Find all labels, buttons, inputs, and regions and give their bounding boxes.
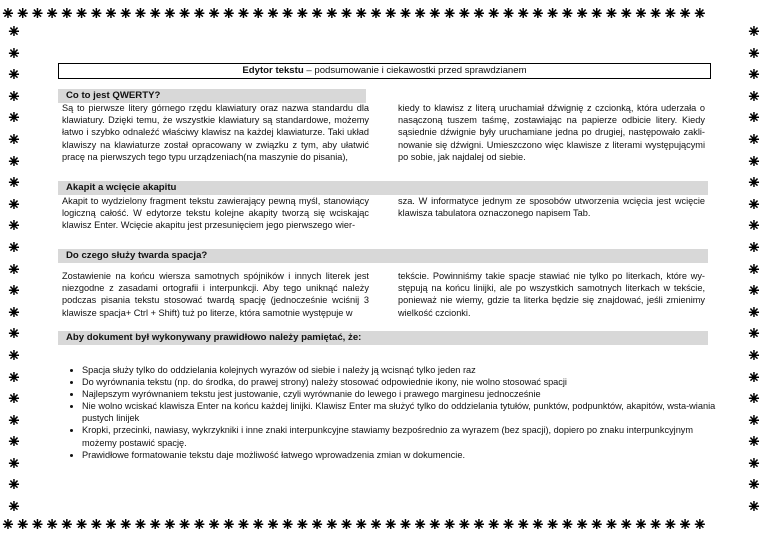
list-item: • Do wyrównania tekstu (np. do środka, do prawej strony) należy stosować odpowiednie ikony, nie wolno stosować spacji (82, 376, 722, 388)
section-akapit-left-text: Akapit to wydzielony fragment tekstu zawierający pewną myśl, stanowiący logiczną całość. W edytorze tekstu kolejne akapity tworzą się wciskając klawisz Enter. Wcięcie akapitu jest przesunięciem jego pierwszego wier- (62, 196, 369, 231)
section-qwerty-left-text: Są to pierwsze litery górnego rzędu klawiatury oraz nazwa standardu dla klawiatury. Dzięki temu, że wszystkie klawiatury są standardowe, możemy łatwo i szybko odnaleźć właściwy klawisz na każdej klawiaturze. Taki układ klawiszy na klawiaturze został opracowany w związku z tym, aby ułatwić pracę na pierwszych tego typu urządzeniach(na maszynie do pisania), (62, 103, 369, 162)
top-border: ⁕⁕⁕⁕⁕⁕⁕⁕⁕⁕⁕⁕⁕⁕⁕⁕⁕⁕⁕⁕⁕⁕⁕⁕⁕⁕⁕⁕⁕⁕⁕⁕⁕⁕⁕⁕⁕⁕⁕⁕⁕⁕⁕⁕⁕⁕⁕⁕ (0, 3, 707, 25)
document-title (58, 63, 711, 79)
section-qwerty-right-text: kiedy to klawisz z literą uruchamiał dźwignię z czcionką, która uderzała o nasączoną tuszem taśmę, zostawiając na papierze odbicie litery. Kiedy sąsiednie dźwignie były uruchamiane jedna po drugiej, następowało zakli-nowanie się dźwigni. Umieszczono więc klawisze z literami występującymi po sobie, jak najdalej od siebie. (398, 103, 705, 162)
title-rest: – podsumowanie i ciekawostki przed sprawdzianem (303, 65, 527, 76)
section-heading-label: Akapit a wcięcie akapitu (66, 182, 177, 193)
section-akapit-right-text: sza. W informatyce jednym ze sposobów utworzenia wcięcia jest wcięcie klawisza tabulatora oznaczonego napisem Tab. (398, 196, 705, 219)
rules-heading (58, 331, 708, 345)
right-border: ⁕ ⁕ ⁕ ⁕ ⁕ ⁕ ⁕ ⁕ ⁕ ⁕ ⁕ ⁕ ⁕ ⁕ ⁕ ⁕ ⁕ ⁕ ⁕ ⁕ ⁕ ⁕ ⁕ (746, 22, 762, 519)
title-bold: Edytor tekstu (242, 65, 304, 76)
bottom-border: ⁕⁕⁕⁕⁕⁕⁕⁕⁕⁕⁕⁕⁕⁕⁕⁕⁕⁕⁕⁕⁕⁕⁕⁕⁕⁕⁕⁕⁕⁕⁕⁕⁕⁕⁕⁕⁕⁕⁕⁕⁕⁕⁕⁕⁕⁕⁕⁕ (0, 514, 707, 536)
list-item: • Kropki, przecinki, nawiasy, wykrzykniki i inne znaki interpunkcyjne stawiamy bezpośrednio za wyrazem (bez spacji), dopiero po znaku interpunkcyjnym możemy postawić spację. (82, 424, 722, 448)
rules-heading-label: Aby dokument był wykonywany prawidłowo należy pamiętać, że: (66, 332, 362, 343)
section-heading-qwerty (58, 89, 366, 103)
list-item: • Najlepszym wyrównaniem tekstu jest justowanie, czyli wyrównanie do lewego i prawego marginesu jednocześnie (82, 388, 722, 400)
section-spacja-left-text: Zostawienie na końcu wiersza samotnych spójników i innych literek jest niezgodne z zasadami ortografii i interpunkcji. Aby tego uniknąć należy podczas pisania tekstu stosować twardą spację (jednocześnie wciśnij 3 klawisze spacja+ Ctrl + Shift) tuż po literze, która samotnie występuje w (62, 271, 369, 318)
section-heading-twarda-spacja (58, 249, 708, 263)
left-border: ⁕ ⁕ ⁕ ⁕ ⁕ ⁕ ⁕ ⁕ ⁕ ⁕ ⁕ ⁕ ⁕ ⁕ ⁕ ⁕ ⁕ ⁕ ⁕ ⁕ ⁕ ⁕ ⁕ (6, 22, 22, 519)
rules-list (58, 364, 722, 461)
section-heading-label: Do czego służy twarda spacja? (66, 250, 208, 261)
list-item: • Spacja służy tylko do oddzielania kolejnych wyrazów od siebie i należy ją wcisnąć tylko jeden raz (82, 364, 722, 376)
list-item: • Nie wolno wciskać klawisza Enter na końcu każdej linijki. Klawisz Enter ma służyć tylko do oddzielania tytułów, punktów, podpunktów, akapitów, wsta-wiania pustych linijek (82, 400, 722, 424)
list-item: • Prawidłowe formatowanie tekstu daje możliwość łatwego wprowadzenia zmian w dokumencie. (82, 449, 722, 461)
section-spacja-right-text: tekście. Powinniśmy takie spacje stawiać nie tylko po literkach, które wy-stępują na końcu linijki, ale po wszystkich samotnych literkach w tekście, ponieważ nie wiemy, gdzie ta literka będzie się znajdować, jeśli zmienimy wielkość czcionki. (398, 271, 705, 318)
section-heading-akapit (58, 181, 708, 195)
section-heading-label: Co to jest QWERTY? (66, 90, 161, 101)
